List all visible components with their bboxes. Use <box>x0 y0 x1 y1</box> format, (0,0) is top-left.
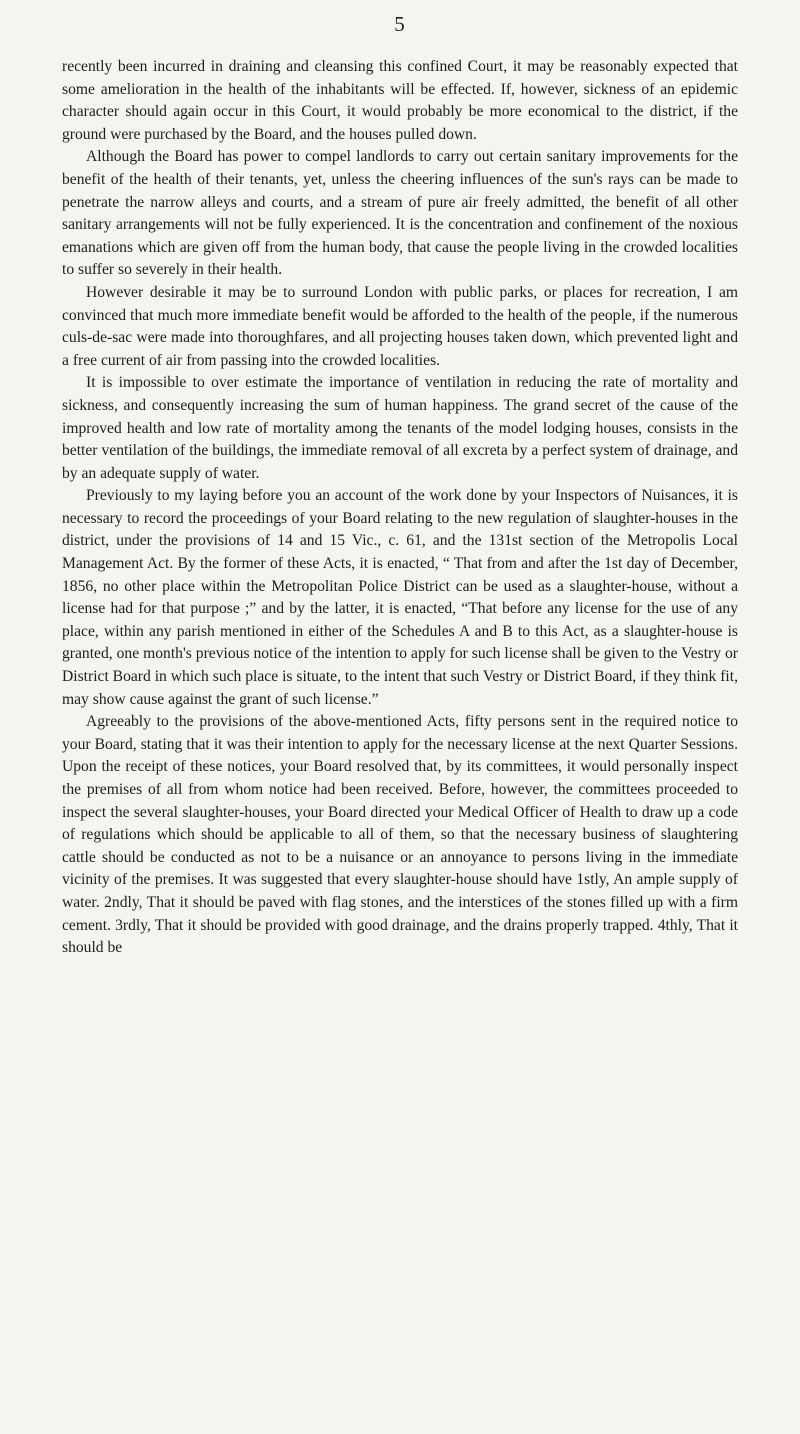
paragraph: However desirable it may be to surround London with public parks, or places for recreation, I am convinced that much more immediate benefit would be afforded to the health of the people, if the numerous culs-de-sac were made into thoroughfares, and all projecting houses taken down, which prevented light and a free current of air from passing into the crowded localities. <box>62 283 738 369</box>
paragraph: Agreeably to the provisions of the above-mentioned Acts, fifty persons sent in the required notice to your Board, stating that it was their intention to apply for the necessary license at the next Quarter Sessions. Upon the receipt of these notices, your Board resolved that, by its committees, it would personally inspect the premises of all from whom notice had been received. Before, however, the committees proceeded to inspect the several slaughter-houses, your Board directed your Medical Officer of Health to draw up a code of regulations which should be applicable to all of them, so that the necessary business of slaughtering cattle should be conducted as not to be a nuisance or an annoyance to persons living in the immediate vicinity of the premises. It was suggested that every slaughter-house should have 1stly, An ample supply of water. 2ndly, That it should be paved with flag stones, and the interstices of the stones filled up with a firm cement. 3rdly, That it should be provided with good drainage, and the drains properly trapped. 4thly, That it should be <box>62 713 738 957</box>
paragraph: Previously to my laying before you an account of the work done by your Inspectors of Nuisances, it is necessary to record the proceedings of your Board relating to the new regulation of slaughter-houses in the district, under the provisions of 14 and 15 Vic., c. 61, and the 131st section of the Metropolis Local Management Act. By the former of these Acts, it is enacted, “ That from and after the 1st day of December, 1856, no other place within the Metropolitan Police District can be used as a slaughter-house, without a license had for that purpose ;” and by the latter, it is enacted, “That before any license for the use of any place, within any parish mentioned in either of the Schedules A and B to this Act, as a slaughter-house is granted, one month's previous notice of the intention to apply for such license shall be given to the Vestry or District Board in which such place is situate, to the intent that such Vestry or District Board, if they think fit, may show cause against the grant of such license.” <box>62 487 738 708</box>
paragraph: It is impossible to over estimate the importance of ventilation in reducing the rate of mortality and sickness, and consequently increasing the sum of human happiness. The grand secret of the cause of the improved health and low rate of mortality among the tenants of the model lodging houses, consists in the better ventilation of the buildings, the immediate removal of all excreta by a perfect system of drainage, and by an adequate supply of water. <box>62 374 738 482</box>
paragraph: Although the Board has power to compel landlords to carry out certain sanitary improvements for the benefit of the health of their tenants, yet, unless the cheering influences of the sun's rays can be made to penetrate the narrow alleys and courts, and a stream of pure air freely admitted, the benefit of all other sanitary arrangements will not be fully experienced. It is the concentration and confinement of the noxious emanations which are given off from the human body, that cause the people living in the crowded localities to suffer so severely in their health. <box>62 148 738 279</box>
body-text <box>62 56 738 960</box>
paragraph: recently been incurred in draining and cleansing this confined Court, it may be reasonably expected that some amelioration in the health of the inhabitants will be effected. If, however, sickness of an epidemic character should again occur in this Court, it would probably be more economical to the district, if the ground were purchased by the Board, and the houses pulled down. <box>62 58 738 143</box>
page-number: 5 <box>394 12 406 36</box>
